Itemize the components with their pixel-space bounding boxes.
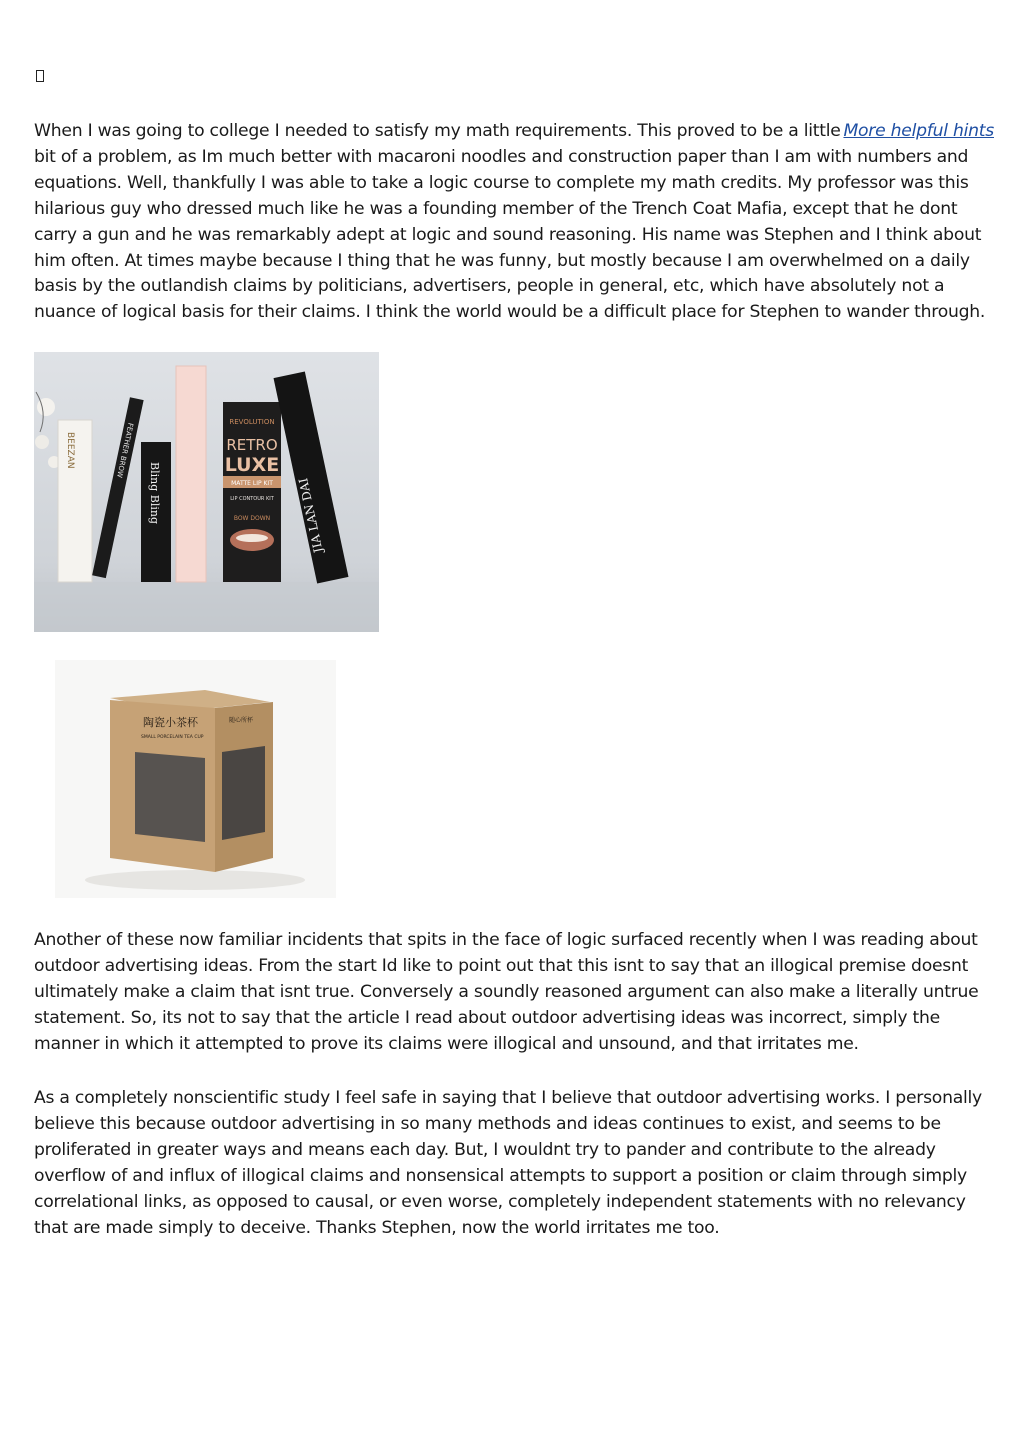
svg-text:MATTE LIP KIT: MATTE LIP KIT xyxy=(231,480,273,487)
kraft-box-photo xyxy=(55,660,336,898)
beezan-box xyxy=(58,420,92,582)
svg-text:FEATHER BROW: FEATHER BROW xyxy=(115,422,135,479)
svg-text:LUXE: LUXE xyxy=(224,454,280,476)
svg-text:REVOLUTION: REVOLUTION xyxy=(229,418,275,426)
paragraph-2: Another of these now familiar incidents that spits in the face of logic surfaced recently when I was reading about outdoor advertising ideas. From the start Id like to point out that this isnt to say that an illogical premise doesnt ultimately make a claim that isnt true. Conversely a soundly reasoned argument can also make a literally untrue statement. So, its not to say that the article I read about outdoor advertising ideas was incorrect, simply the manner in which it attempted to prove its claims were illogical and unsound, and that irritates me. xyxy=(34,930,979,1054)
bling-bling-box xyxy=(141,442,171,582)
pink-box xyxy=(176,366,206,582)
svg-text:BOW DOWN: BOW DOWN xyxy=(233,515,271,522)
paragraph-3: As a completely nonscientific study I feel safe in saying that I believe that outdoor advertising works. I personally believe this because outdoor advertising in so many methods and ideas continues to exist, and seems to be proliferated in greater ways and means each day. But, I wouldnt try to pander and contribute to the already overflow of and influx of illogical claims and nonsensical attempts to support a position or claim through simply correlational links, as opposed to causal, or even worse, completely independent statements with no relevancy that are made simply to deceive. Thanks Stephen, now the world irritates me too. xyxy=(34,1088,982,1238)
retro-luxe-box xyxy=(223,402,281,582)
svg-text:Bling Bling: Bling Bling xyxy=(148,462,161,524)
more-helpful-hints-link[interactable]: More helpful hints xyxy=(843,121,994,141)
svg-text:BEEZAN: BEEZAN xyxy=(65,432,75,469)
missing-glyph-icon xyxy=(36,70,44,82)
paragraph-1-text: When I was going to college I needed to satisfy my math requirements. This proved to be a little bit of a problem, as Im much better with macaroni noodles and construction paper than I am with numbers and equations. Well, thankfully I was able to take a logic course to complete my math credits. My professor was this hilarious guy who dressed much like he was a founding member of the Trench Coat Mafia, except that he dont carry a gun and he was remarkably adept at logic and sound reasoning. His name was Stephen and I think about him often. At times maybe because I thing that he was funny, but mostly because I am overwhelmed on a daily basis by the outlandish claims by politicians, advertisers, people in general, etc, which have absolutely not a nuance of logical basis for their claims. I think the world would be a difficult place for Stephen to wander through. xyxy=(34,121,986,323)
cosmetic-boxes-photo xyxy=(34,352,379,632)
svg-text:随心所杯: 随心所杯 xyxy=(229,717,254,724)
svg-text:陶瓷小茶杯: 陶瓷小茶杯 xyxy=(143,716,198,729)
svg-text:SMALL PORCELAIN TEA CUP: SMALL PORCELAIN TEA CUP xyxy=(141,735,204,740)
svg-text:JIA LAN DAI: JIA LAN DAI xyxy=(296,476,326,555)
paragraph-1 xyxy=(34,119,994,326)
svg-text:RETRO: RETRO xyxy=(226,436,278,454)
svg-text:LIP CONTOUR KIT: LIP CONTOUR KIT xyxy=(230,496,274,502)
